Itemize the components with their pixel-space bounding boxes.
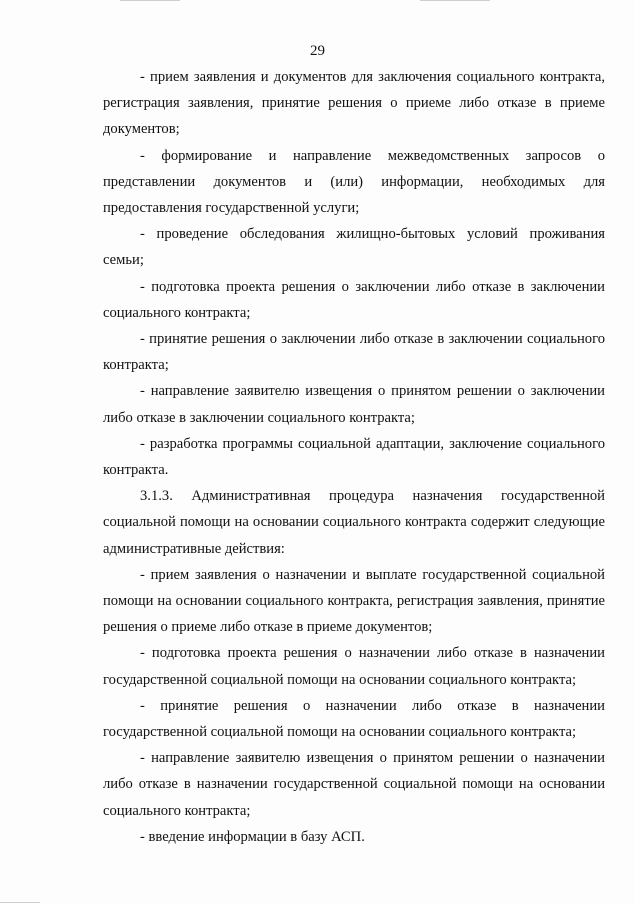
scan-artifact-bottom	[0, 902, 40, 903]
page-number: 29	[310, 43, 325, 59]
paragraph: - подготовка проекта решения о заключении либо отказе в заключении социального контракта;	[103, 278, 605, 321]
document-body	[103, 64, 605, 850]
paragraph: - проведение обследования жилищно-бытовых условий проживания семьи;	[103, 226, 605, 269]
paragraph: - разработка программы социальной адаптации, заключение социального контракта.	[103, 435, 605, 479]
paragraph: - подготовка проекта решения о назначении либо отказе в назначении государственной социальной помощи на основании социального контракта;	[103, 645, 605, 688]
scan-artifact-top	[120, 0, 180, 1]
paragraph: - прием заявления и документов для заключения социального контракта, регистрация заявления, принятие решения о приеме либо отказе в приеме документов;	[103, 69, 605, 138]
paragraph: - принятие решения о назначении либо отказе в назначении государственной социальной помощи на основании социального контракта;	[103, 697, 605, 741]
paragraph: - формирование и направление межведомственных запросов о представлении документов и (или) информации, необходимых для предоставления государственной услуги;	[103, 147, 605, 217]
section-paragraph: 3.1.3. Административная процедура назначения государственной социальной помощи на основании социального контракта содержит следующие административные действия:	[103, 488, 605, 557]
paragraph: - направление заявителю извещения о принятом решении о назначении либо отказе в назначении государственной социальной помощи на основании социального контракта;	[103, 750, 605, 819]
paragraph: - направление заявителю извещения о принятом решении о заключении либо отказе в заключении социального контракта;	[103, 383, 605, 426]
paragraph: - принятие решения о заключении либо отказе в заключении социального контракта;	[103, 331, 605, 374]
paragraph: - прием заявления о назначении и выплате государственной социальной помощи на основании социального контракта, регистрация заявления, принятие решения о приеме либо отказе в приеме документов;	[103, 566, 605, 636]
paragraph: - введение информации в базу АСП.	[140, 828, 365, 845]
scan-artifact-top-right	[420, 0, 490, 1]
